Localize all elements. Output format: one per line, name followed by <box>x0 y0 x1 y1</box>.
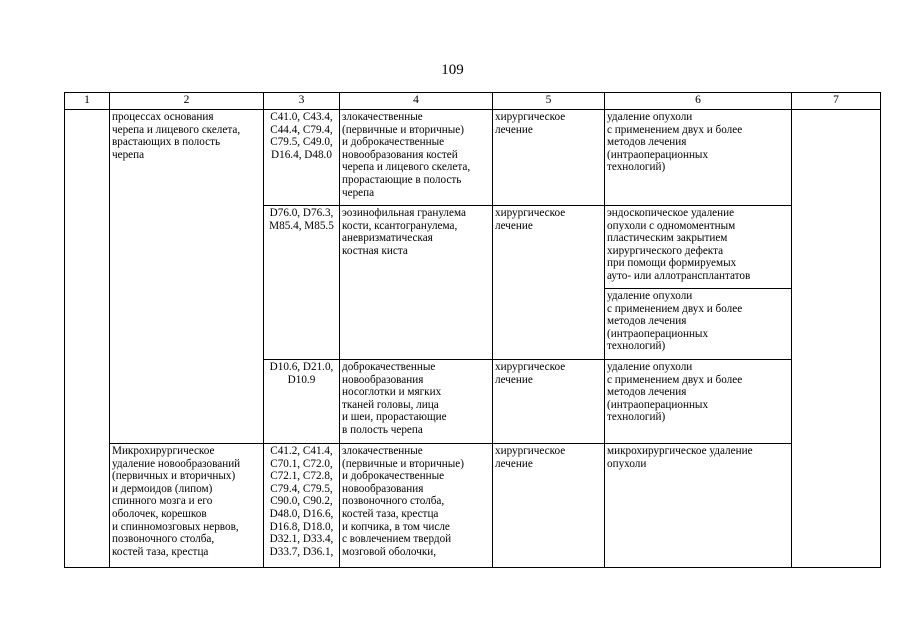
table-row <box>65 110 881 206</box>
icd-codes-cell: C41.2, C41.4, C70.1, C72.0, C72.1, C72.8, C79.4, C79.5, C90.0, C90.2, D48.0, D16.6, D16.8, D18.0, D32.1, D33.4, D33.7, D36.1, <box>264 444 340 568</box>
column-7-cell <box>792 110 881 568</box>
header-cell-3: 3 <box>264 93 340 110</box>
treatment-method-cell: микрохирургическое удаление опухоли <box>605 444 792 568</box>
patient-model-cell: эозинофильная гранулема кости, ксантогранулема, аневризматическая костная киста <box>340 206 493 360</box>
page-number: 109 <box>441 62 464 78</box>
header-cell-5: 5 <box>493 93 605 110</box>
treatment-method-cell: эндоскопическое удаление опухоли с одномоментным пластическим закрытием хирургического дефекта при помощи формируемых ауто- или аллотрансплантатов <box>605 206 792 289</box>
medical-procedures-table <box>64 92 881 568</box>
header-cell-6: 6 <box>605 93 792 110</box>
treatment-type-cell: хирургическое лечение <box>493 360 605 444</box>
treatment-method-cell: удаление опухоли с применением двух и более методов лечения (интраоперационных технологий) <box>605 110 792 206</box>
header-cell-1: 1 <box>65 93 110 110</box>
table-header-row <box>65 93 881 110</box>
treatment-type-cell: хирургическое лечение <box>493 444 605 568</box>
icd-codes-cell: D76.0, D76.3, M85.4, M85.5 <box>264 206 340 360</box>
patient-model-cell: доброкачественные новообразования носоглотки и мягких тканей головы, лица и шеи, прорастающие в полость черепа <box>340 360 493 444</box>
table-row <box>65 444 881 568</box>
intervention-name-cell: Микрохирургическое удаление новообразований (первичных и вторичных) и дермоидов (липом) спинного мозга и его оболочек, корешков и спинномозговых нервов, позвоночного столба, костей таза, крестца <box>110 444 264 568</box>
column-1-cell <box>65 110 110 568</box>
header-cell-4: 4 <box>340 93 493 110</box>
treatment-method-cell: удаление опухоли с применением двух и более методов лечения (интраоперационных технологий) <box>605 289 792 360</box>
icd-codes-cell: C41.0, C43.4, C44.4, C79.4, C79.5, C49.0, D16.4, D48.0 <box>264 110 340 206</box>
patient-model-cell: злокачественные (первичные и вторичные) и доброкачественные новообразования позвоночного столба, костей таза, крестца и копчика, в том числе с вовлечением твердой мозговой оболочки, <box>340 444 493 568</box>
intervention-name-cell: процессах основания черепа и лицевого скелета, врастающих в полость черепа <box>110 110 264 444</box>
treatment-method-cell: удаление опухоли с применением двух и более методов лечения (интраоперационных технологий) <box>605 360 792 444</box>
treatment-type-cell: хирургическое лечение <box>493 206 605 360</box>
treatment-type-cell: хирургическое лечение <box>493 110 605 206</box>
header-cell-7: 7 <box>792 93 881 110</box>
patient-model-cell: злокачественные (первичные и вторичные) и доброкачественные новообразования костей черепа и лицевого скелета, прорастающие в полость черепа <box>340 110 493 206</box>
icd-codes-cell: D10.6, D21.0, D10.9 <box>264 360 340 444</box>
header-cell-2: 2 <box>110 93 264 110</box>
